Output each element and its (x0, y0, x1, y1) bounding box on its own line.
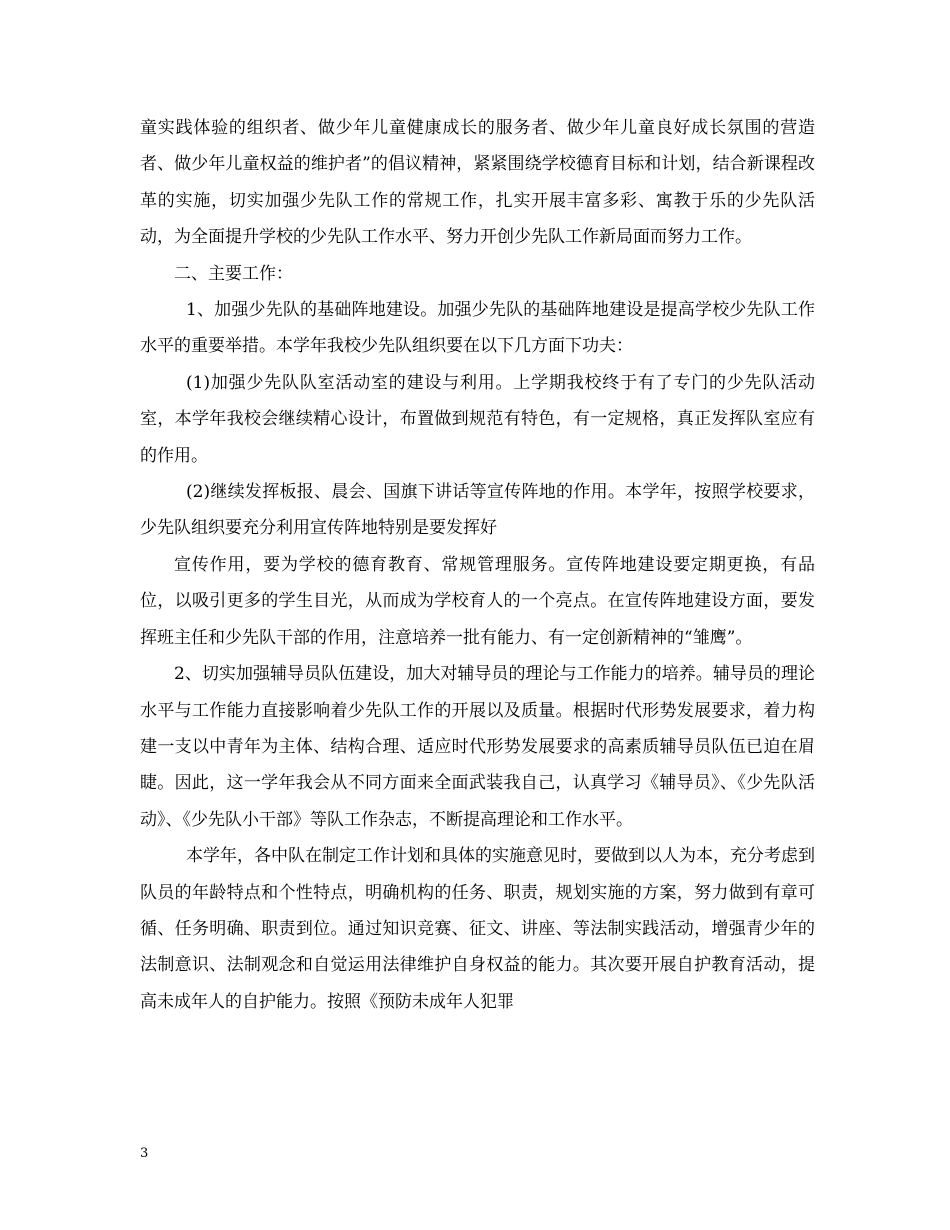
paragraph-subitem-1: (1)加强少先队队室活动室的建设与利用。上学期我校终于有了专门的少先队活动室，本学年我校会继续精心设计，布置做到规范有特色，有一定规格，真正发挥队室应有的作用。 (140, 372, 815, 466)
section-heading-main-work: 二、主要工作： (174, 263, 293, 284)
paragraph-this-year: 本学年，各中队在制定工作计划和具体的实施意见时，要做到以人为本，充分考虑到队员的年龄特点和个性特点，明确机构的任务、职责，规划实施的方案，努力做到有章可循、任务明确、职责到位。通过知识竞赛、征文、讲座、等法制实践活动，增强青少年的法制意识、法制观念和自觉运用法律维护自身权益的能力。其次要开展自护教育活动，提高未成年人的自护能力。按照《预防未成年人犯罪 (140, 846, 815, 1012)
page-number: 3 (140, 1146, 149, 1161)
paragraph-propaganda: 宣传作用，要为学校的德育教育、常规管理服务。宣传阵地建设要定期更换，有品位，以吸引更多的学生目光，从而成为学校育人的一个亮点。在宣传阵地建设方面，要发挥班主任和少先队干部的作用，注意培养一批有能力、有一定创新精神的“雏鹰”。 (140, 554, 815, 648)
paragraph-item-2: 2、切实加强辅导员队伍建设，加大对辅导员的理论与工作能力的培养。辅导员的理论水平与工作能力直接影响着少先队工作的开展以及质量。根据时代形势发展要求，着力构建一支以中青年为主体、结构合理、适应时代形势发展要求的高素质辅导员队伍已迫在眉睫。因此，这一学年我会从不同方面来全面武装我自己，认真学习《辅导员》、《少先队活动》、《少先队小干部》等队工作杂志，不断提高理论和工作水平。 (140, 664, 815, 830)
body-text (140, 110, 815, 1020)
paragraph-1: 童实践体验的组织者、做少年儿童健康成长的服务者、做少年儿童良好成长氛围的营造者、做少年儿童权益的维护者”的倡议精神，紧紧围绕学校德育目标和计划，结合新课程改革的实施，切实加强少先队工作的常规工作，扎实开展丰富多彩、寓教于乐的少先队活动，为全面提升学校的少先队工作水平、努力开创少先队工作新局面而努力工作。 (140, 118, 815, 248)
paragraph-subitem-2: (2)继续发挥板报、晨会、国旗下讲话等宣传阵地的作用。本学年，按照学校要求，少先队组织要充分利用宣传阵地特别是要发挥好 (140, 482, 815, 539)
paragraph-item-1: 1、加强少先队的基础阵地建设。加强少先队的基础阵地建设是提高学校少先队工作水平的重要举措。本学年我校少先队组织要在以下几方面下功夫： (140, 300, 815, 357)
